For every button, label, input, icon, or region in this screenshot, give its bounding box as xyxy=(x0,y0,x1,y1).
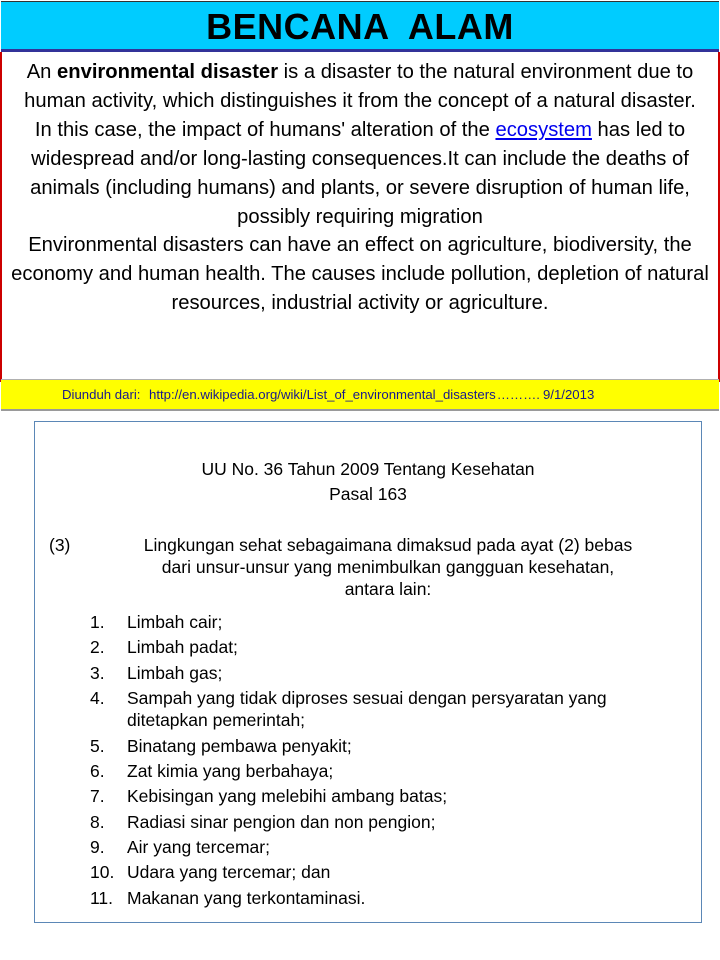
list-item xyxy=(90,687,690,731)
list-item-text: Limbah cair; xyxy=(127,612,223,632)
intro-p1-bold-term: environmental disaster xyxy=(57,61,279,83)
list-item xyxy=(90,836,690,858)
list-item-text: Kebisingan yang melebihi ambang batas; xyxy=(127,786,448,807)
list-item xyxy=(90,887,690,909)
clause-line-3: antara lain: xyxy=(344,579,432,600)
list-item xyxy=(90,611,690,633)
clause-number: (3) xyxy=(49,535,71,555)
list-item-text: Makanan yang terkontaminasi. xyxy=(127,887,366,908)
ecosystem-link[interactable]: ecosystem xyxy=(495,118,592,141)
list-item-number: 10. xyxy=(90,862,115,883)
list-item xyxy=(90,662,690,684)
list-item-number: 6. xyxy=(90,760,105,781)
list-item-number: 2. xyxy=(90,637,105,658)
list-item xyxy=(90,760,690,782)
list-item xyxy=(90,636,690,658)
intro-p1-pre: An xyxy=(26,61,58,83)
intro-paragraph-3: Environmental disasters can have an effect on agriculture, biodiversity, the economy and human health. The causes include pollution, depletion of natural resources, industrial activity or agriculture. xyxy=(11,234,709,315)
list-item xyxy=(90,811,690,833)
list-item-number: 1. xyxy=(90,612,105,632)
list-item-text: Udara yang tercemar; dan xyxy=(127,862,331,883)
list-item-text: Radiasi sinar pengion dan non pengion; xyxy=(127,811,436,832)
intro-text xyxy=(8,58,712,318)
source-date: 9/1/2013 xyxy=(542,387,595,402)
list-item-number: 9. xyxy=(90,836,105,857)
list-item xyxy=(90,785,690,807)
list-item-text: Air yang tercemar; xyxy=(127,836,270,857)
law-item-list xyxy=(90,611,690,912)
law-article: Pasal 163 xyxy=(329,484,407,504)
title-bar xyxy=(1,1,719,52)
clause-line-2: dari unsur-unsur yang menimbulkan gangguan kesehatan, xyxy=(161,557,615,578)
list-item-text: Zat kimia yang berbahaya; xyxy=(127,760,334,781)
list-item-text: Sampah yang tidak diproses sesuai dengan persyaratan yang ditetapkan pemerintah; xyxy=(127,688,607,731)
source-url: http://en.wikipedia.org/wiki/List_of_environmental_disasters xyxy=(149,387,496,402)
intro-paragraph-2 xyxy=(8,116,712,232)
intro-p2-post: has led to widespread and/or long-lasting consequences.It can include the deaths of animals (including humans) and plants, or severe disruption of human life, possibly requiring migration xyxy=(30,118,690,228)
list-item-text: Limbah gas; xyxy=(127,662,223,683)
source-dots: ………. xyxy=(496,387,540,402)
intro-p2-pre: In this case, the impact of humans' alteration of the xyxy=(34,118,496,141)
list-item xyxy=(90,861,690,883)
list-item-number: 5. xyxy=(90,735,105,756)
clause-line-1: Lingkungan sehat sebagaimana dimaksud pada ayat (2) bebas xyxy=(143,535,633,555)
list-item-number: 3. xyxy=(90,662,105,683)
source-bar xyxy=(1,379,719,411)
list-item-number: 4. xyxy=(90,688,105,709)
law-heading: UU No. 36 Tahun 2009 Tentang Kesehatan xyxy=(201,459,535,479)
source-citation xyxy=(149,387,594,402)
law-excerpt-box xyxy=(34,421,702,923)
list-item xyxy=(90,735,690,757)
list-item-number: 7. xyxy=(90,786,105,807)
page-title: BENCANA ALAM xyxy=(206,6,514,47)
list-item-text: Binatang pembawa penyakit; xyxy=(127,735,352,756)
intro-p1-post: is a disaster to the natural environment due to human activity, which distinguishes it from the concept of a natural disaster. xyxy=(24,61,696,112)
list-item-text: Limbah padat; xyxy=(127,637,238,658)
list-item-number: 8. xyxy=(90,811,105,832)
source-label: Diunduh dari: xyxy=(62,387,141,402)
law-clause xyxy=(49,534,689,601)
intro-paragraph-1 xyxy=(8,58,712,116)
left-red-rule xyxy=(0,52,2,382)
list-item-number: 11. xyxy=(90,887,114,908)
